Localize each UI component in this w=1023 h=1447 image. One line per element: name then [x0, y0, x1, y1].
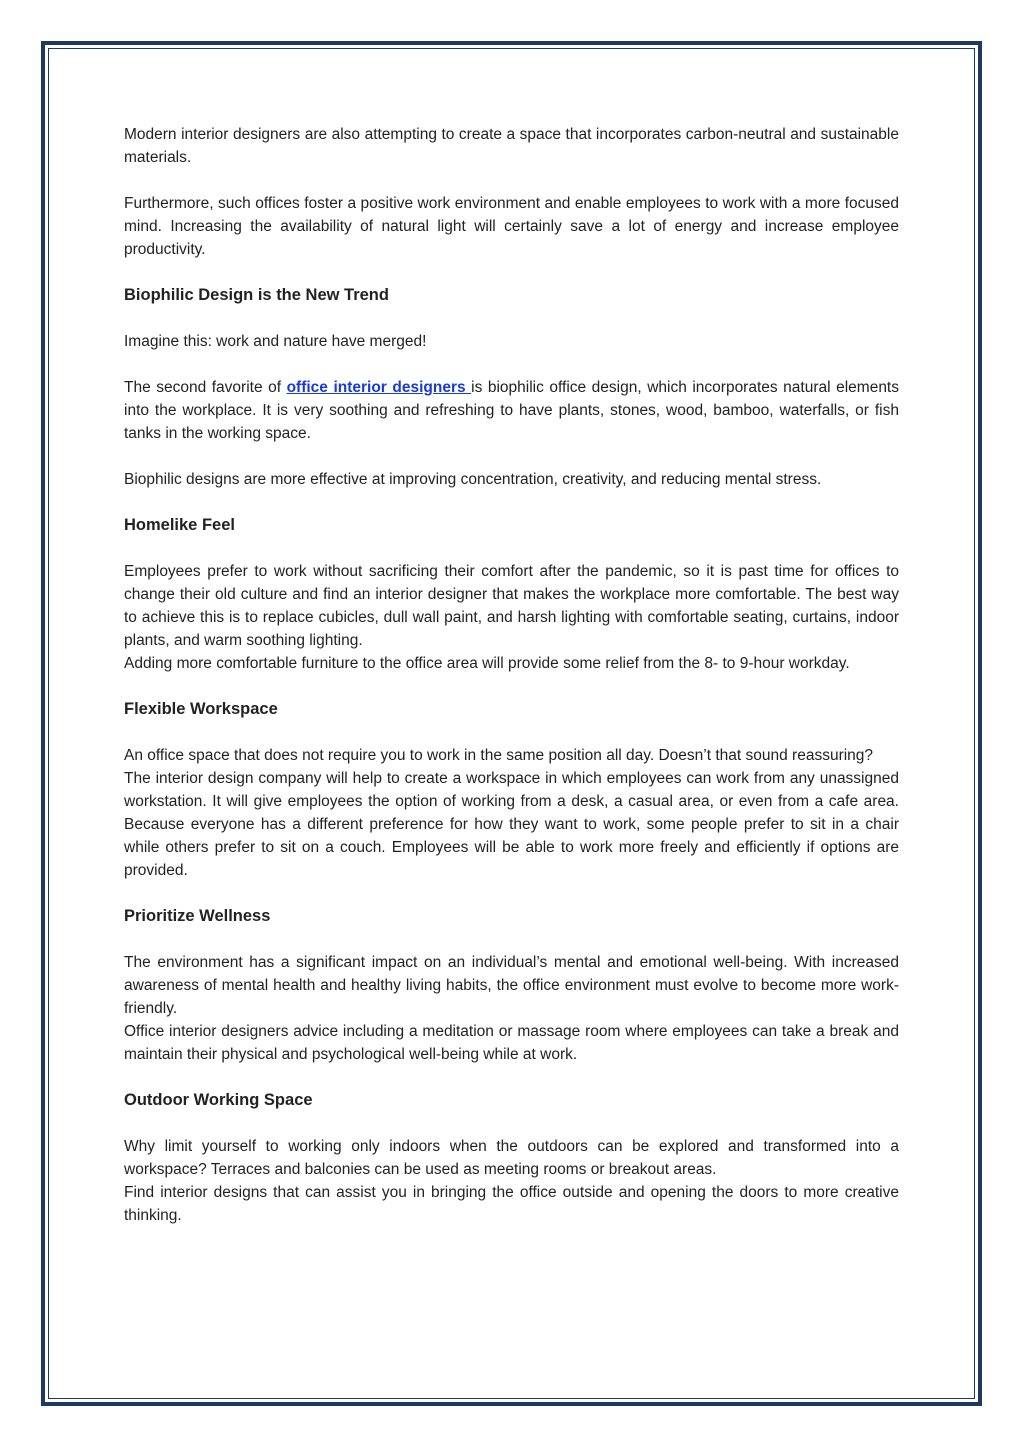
paragraph-positive-environment: Furthermore, such offices foster a positive work environment and enable employees to work with a more focused mind. Increasing the availability of natural light will certainly save a lot of energy and increase employee productivity. [124, 195, 899, 258]
paragraph-design-company: The interior design company will help to create a workspace in which employees can work from any unassigned workstation. It will give employees the option of working from a desk, a casual area, or even from a cafe area. Because everyone has a different preference for how they want to work, some people prefer to sit in a chair while others prefer to sit on a couch. Employees will be able to work more freely and efficiently if options are provided. [124, 770, 899, 879]
paragraph-environment-impact: The environment has a significant impact on an individual’s mental and emotional well-being. With increased awareness of mental health and healthy living habits, the office environment must evolve to become more work-friendly. [124, 954, 899, 1017]
paragraph-imagine-this: Imagine this: work and nature have merged! [124, 333, 427, 350]
paragraph-second-favorite [124, 376, 899, 445]
text-after-link: is biophilic office design, which incorporates natural elements into the workplace. It is very soothing and refreshing to have plants, stones, wood, bamboo, waterfalls, or fish tanks in the working space. [124, 379, 899, 442]
document-body [124, 123, 899, 1227]
text-before-link: The second favorite of [124, 379, 287, 396]
heading-prioritize-wellness: Prioritize Wellness [124, 907, 271, 925]
heading-homelike-feel: Homelike Feel [124, 516, 235, 534]
paragraph-office-space: An office space that does not require you to work in the same position all day. Doesn’t that sound reassuring? [124, 747, 874, 764]
heading-outdoor-working-space: Outdoor Working Space [124, 1091, 313, 1109]
paragraph-employees-prefer: Employees prefer to work without sacrificing their comfort after the pandemic, so it is past time for offices to change their old culture and find an interior designer that makes the workplace more comfortable. The best way to achieve this is to replace cubicles, dull wall paint, and harsh lighting with comfortable seating, curtains, indoor plants, and warm soothing lighting. [124, 563, 899, 649]
office-interior-designers-link[interactable]: office interior designers [286, 379, 472, 396]
paragraph-carbon-neutral: Modern interior designers are also attempting to create a space that incorporates carbon-neutral and sustainable materials. [124, 126, 899, 166]
paragraph-biophilic-effective: Biophilic designs are more effective at improving concentration, creativity, and reducing mental stress. [124, 471, 822, 488]
paragraph-designers-advice: Office interior designers advice including a meditation or massage room where employees can take a break and maintain their physical and psychological well-being while at work. [124, 1023, 899, 1063]
paragraph-comfortable-furniture: Adding more comfortable furniture to the office area will provide some relief from the 8- to 9-hour workday. [124, 655, 850, 672]
heading-flexible-workspace: Flexible Workspace [124, 700, 278, 718]
paragraph-why-limit: Why limit yourself to working only indoors when the outdoors can be explored and transformed into a workspace? Terraces and balconies can be used as meeting rooms or breakout areas. [124, 1138, 899, 1178]
paragraph-find-designs: Find interior designs that can assist you in bringing the office outside and opening the doors to more creative thinking. [124, 1184, 899, 1224]
heading-biophilic-design: Biophilic Design is the New Trend [124, 286, 389, 304]
